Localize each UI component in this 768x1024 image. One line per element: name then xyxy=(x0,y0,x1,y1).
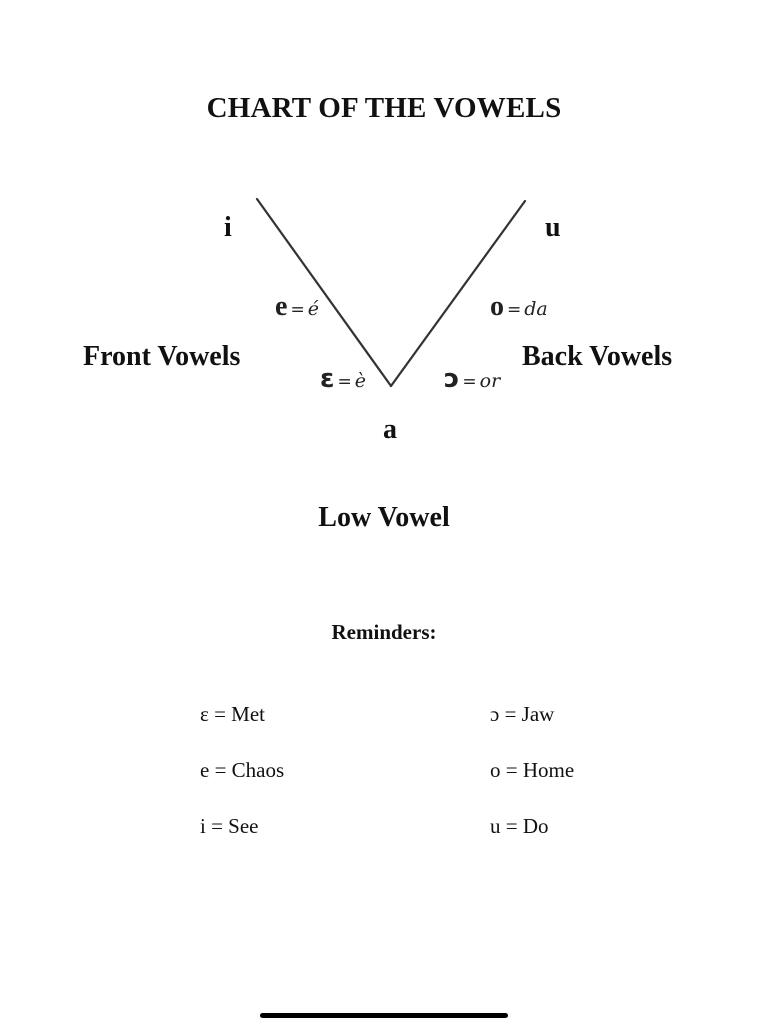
vowel-epsilon-annotation xyxy=(320,366,366,392)
vowel-epsilon: ɛ xyxy=(320,364,335,394)
vowel-e-annotation xyxy=(275,293,319,321)
e-handwritten-note: é xyxy=(307,298,319,320)
open-o-equals-sign: = xyxy=(462,372,477,392)
reminder-right-item: u = Do xyxy=(490,814,549,838)
back-vowels-label: Back Vowels xyxy=(522,341,673,372)
vowel-open-o: ɔ xyxy=(444,364,460,394)
front-vowels-label: Front Vowels xyxy=(83,341,241,372)
vowel-a: a xyxy=(383,414,397,445)
reminder-right-item: ɔ = Jaw xyxy=(490,702,555,726)
vowel-o: o xyxy=(490,291,504,322)
open-o-handwritten-note: or xyxy=(479,370,501,392)
low-vowel-label: Low Vowel xyxy=(318,502,450,533)
o-handwritten-note: da xyxy=(524,298,548,320)
epsilon-handwritten-note: è xyxy=(354,370,366,392)
vowel-i: i xyxy=(224,212,232,243)
vowel-open-o-annotation xyxy=(444,366,500,392)
reminders-heading: Reminders: xyxy=(331,620,437,644)
vowel-e: e xyxy=(275,291,288,322)
page-title: CHART OF THE VOWELS xyxy=(206,92,562,124)
reminder-left-item: ɛ = Met xyxy=(200,702,265,726)
e-equals-sign: = xyxy=(290,300,305,320)
reminder-left-item: i = See xyxy=(200,814,259,838)
vowel-o-annotation xyxy=(490,293,548,321)
epsilon-equals-sign: = xyxy=(337,372,352,392)
o-equals-sign: = xyxy=(507,300,522,320)
reminder-right-item: o = Home xyxy=(490,758,575,782)
vowel-u: u xyxy=(545,212,561,243)
home-indicator-bar[interactable] xyxy=(260,1013,508,1018)
reminder-left-item: e = Chaos xyxy=(200,758,285,782)
